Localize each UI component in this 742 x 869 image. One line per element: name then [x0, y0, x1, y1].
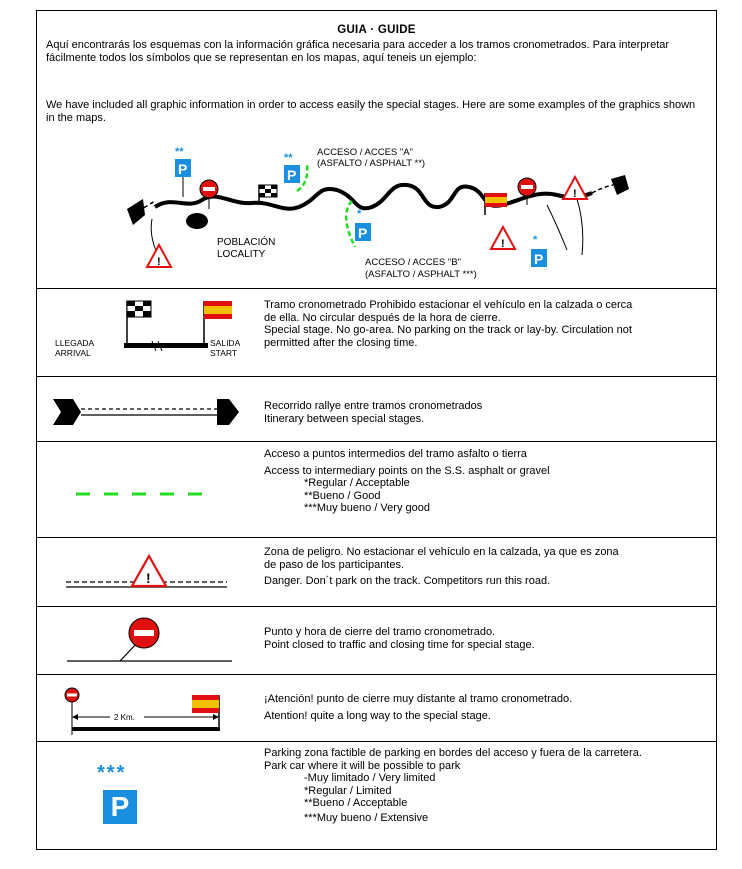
spain-flag-icon — [192, 695, 219, 729]
parking-icon — [103, 790, 137, 824]
svg-text:!: ! — [157, 256, 161, 268]
label-llegada: LLEGADA — [55, 338, 95, 348]
legend-row-atencion — [37, 674, 716, 741]
guide-frame — [36, 10, 717, 850]
access-b-label-1: ACCESO / ACCES "B" — [365, 257, 461, 268]
svg-text:P: P — [178, 161, 188, 177]
legend-row-parking — [37, 741, 716, 851]
locality-label-1: POBLACIÓN — [217, 237, 276, 248]
legend-row-peligro — [37, 537, 716, 606]
cierre-description: Punto y hora de cierre del tramo cronometrado. Point closed to traffic and closing time for special stage. — [264, 626, 535, 651]
intro-es: Aquí encontrarás los esquemas con la información gráfica necesaria para acceder a los tramos cronometrados. Para interpretar fácilmente todos los símbolos que se representan en los mapas, aquí teneis un ejemplo: — [46, 39, 670, 64]
parking-icon — [284, 152, 300, 183]
checkered-flag-icon — [127, 301, 151, 346]
svg-text:P: P — [534, 251, 544, 267]
danger-icon — [491, 227, 515, 250]
tramo-description: Tramo cronometrado Prohibido estacionar el vehículo en la calzada o cerca de ella. No circular después de la hora de cierre. Special stage. No go-area. No parking on the track or lay-by. Circulation not permitted after the closing time. — [264, 299, 633, 349]
access-b-label-2: (ASFALTO / ASPHALT ***) — [365, 269, 477, 280]
svg-text:!: ! — [573, 188, 577, 200]
svg-text:!: ! — [501, 238, 505, 250]
no-entry-icon — [129, 618, 159, 648]
end-arrow-icon — [611, 175, 629, 195]
danger-symbol — [62, 544, 262, 604]
legend-row-acceso — [37, 441, 716, 537]
locality-label-2: LOCALITY — [217, 249, 266, 260]
label-salida: SALIDA — [210, 338, 241, 348]
legend-row-recorrido — [37, 376, 716, 441]
closing-point-symbol — [62, 609, 262, 671]
tramo-symbol — [42, 291, 242, 371]
access-a-label-1: ACCESO / ACCES "A" — [317, 147, 413, 158]
label-arrival: ARRIVAL — [55, 348, 91, 358]
danger-icon — [132, 556, 166, 586]
peligro-description: Zona de peligro. No estacionar el vehículo en la calzada, ya que es zona de paso de los participantes. Danger. Don´t park on the track. Competitors run this road. — [264, 546, 619, 587]
locality-blob — [186, 213, 208, 229]
legend-row-tramo — [37, 288, 716, 376]
far-closing-symbol — [62, 677, 262, 739]
svg-text:!: ! — [146, 570, 151, 586]
spain-flag-icon — [485, 193, 507, 215]
itinerary-symbol — [47, 387, 247, 437]
parking-stars: *** — [97, 762, 127, 784]
svg-text:P: P — [287, 167, 297, 183]
danger-icon — [147, 245, 171, 268]
parking-icon — [531, 234, 547, 267]
access-symbol — [62, 478, 262, 518]
legend-row-cierre — [37, 606, 716, 674]
parking-icon — [175, 146, 191, 197]
parking-description: Parking zona factible de parking en bordes del acceso y fuera de la carretera. Park car where it will be possible to park -Muy limitado / Very limited *Regular / Limited **Bueno / Acceptable ***Muy bueno / Extensive — [264, 747, 642, 824]
svg-text:*: * — [533, 234, 538, 246]
danger-icon — [563, 177, 587, 200]
atencion-description: ¡Atención! punto de cierre muy distante al tramo cronometrado. Atention! quite a long way to the special stage. — [264, 693, 573, 722]
parking-icon — [355, 208, 371, 241]
distance-label: 2 Km. — [114, 713, 135, 722]
start-arrow-icon — [53, 399, 81, 425]
start-arrow-icon — [127, 199, 145, 225]
end-arrow-icon — [217, 399, 239, 425]
access-b-path — [346, 201, 355, 247]
no-entry-icon — [200, 180, 218, 209]
example-map — [37, 135, 717, 285]
parking-letter: P — [110, 791, 130, 822]
guide-header — [37, 11, 716, 288]
svg-text:*: * — [357, 208, 362, 220]
svg-text:**: ** — [175, 146, 184, 158]
recorrido-description: Recorrido rallye entre tramos cronometrados Itinerary between special stages. — [264, 400, 483, 425]
svg-text:P: P — [358, 225, 368, 241]
label-start: START — [210, 348, 238, 358]
intro-en: We have included all graphic information in order to access easily the special stages. Here are some examples of the graphics shown in the maps. — [46, 99, 696, 124]
guide-title: GUIA · GUIDE — [337, 24, 416, 36]
access-a-label-2: (ASFALTO / ASPHALT **) — [317, 158, 426, 169]
svg-text:**: ** — [284, 152, 293, 164]
acceso-description: Acceso a puntos intermedios del tramo asfalto o tierra Access to intermediary points on the S.S. asphalt or gravel *Regular / Acceptable **Bueno / Good ***Muy bueno / Very good — [264, 448, 550, 514]
